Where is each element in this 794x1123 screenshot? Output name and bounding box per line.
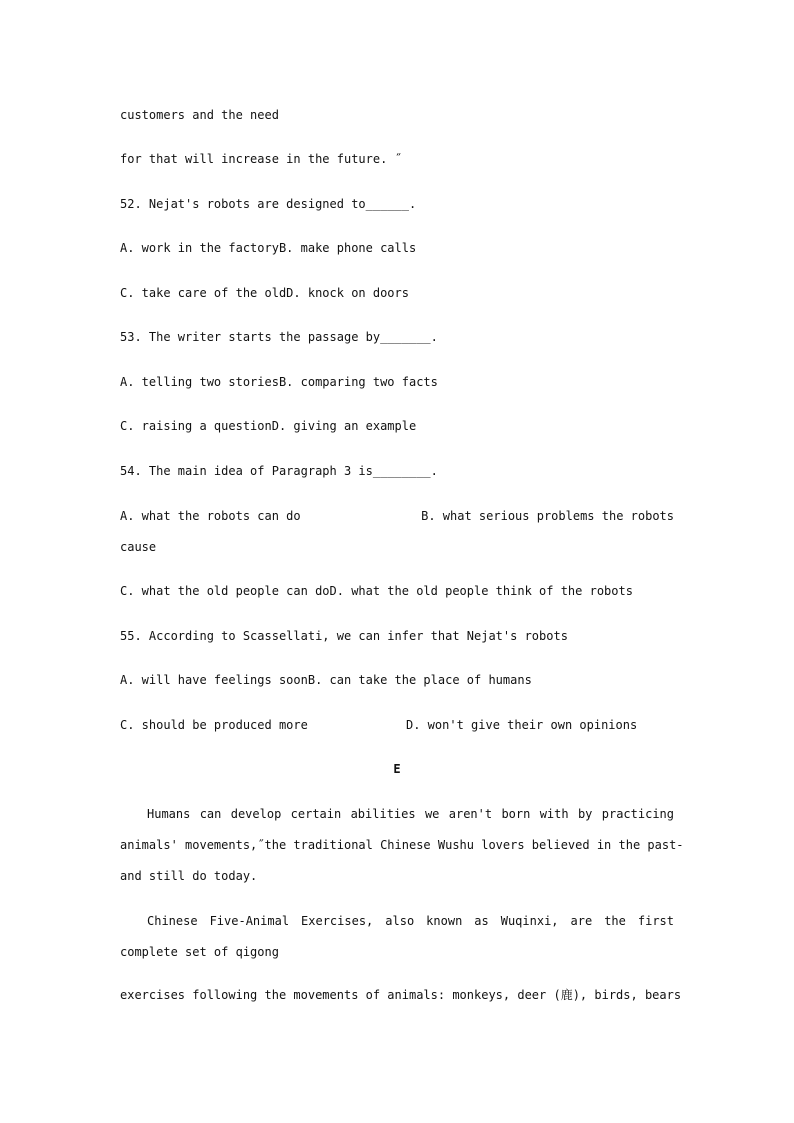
text-line: customers and the need bbox=[120, 108, 279, 122]
option-b: B. what serious problems the robots bbox=[421, 509, 674, 523]
question-53-options-cd: C. raising a questionD. giving an example bbox=[120, 419, 417, 433]
option-c: C. should be produced more bbox=[120, 718, 308, 732]
question-55: 55. According to Scassellati, we can infer that Nejat's robots bbox=[120, 629, 568, 643]
option-a: A. what the robots can do bbox=[120, 509, 301, 523]
question-52-options-cd: C. take care of the oldD. knock on doors bbox=[120, 286, 409, 300]
paragraph-line: Chinese Five-Animal Exercises, also known as Wuqinxi, are the first bbox=[147, 914, 674, 928]
question-52: 52. Nejat's robots are designed to______. bbox=[120, 197, 417, 211]
paragraph-line: Humans can develop certain abilities we aren't born with by practicing bbox=[147, 807, 674, 821]
question-54-options-ab bbox=[120, 508, 674, 524]
question-52-options-ab: A. work in the factoryB. make phone calls bbox=[120, 241, 417, 255]
paragraph-line: animals' movements,˝the traditional Chinese Wushu lovers believed in the past- bbox=[120, 838, 684, 852]
question-53: 53. The writer starts the passage by_______. bbox=[120, 330, 438, 344]
option-d: D. won't give their own opinions bbox=[406, 718, 638, 732]
question-54-options-cd: C. what the old people can doD. what the old people think of the robots bbox=[120, 584, 633, 598]
question-55-options-cd bbox=[120, 717, 674, 733]
question-54: 54. The main idea of Paragraph 3 is________. bbox=[120, 464, 438, 478]
paragraph-line: exercises following the movements of animals: monkeys, deer (鹿), birds, bears bbox=[120, 988, 682, 1002]
question-53-options-ab: A. telling two storiesB. comparing two facts bbox=[120, 375, 438, 389]
paragraph-line: and still do today. bbox=[120, 869, 258, 883]
section-heading: E bbox=[393, 762, 401, 776]
question-55-options-ab: A. will have feelings soonB. can take the place of humans bbox=[120, 673, 532, 687]
text-line: for that will increase in the future. ˝ bbox=[120, 152, 402, 166]
paragraph-line: complete set of qigong bbox=[120, 945, 279, 959]
option-b-continued: cause bbox=[120, 540, 157, 554]
